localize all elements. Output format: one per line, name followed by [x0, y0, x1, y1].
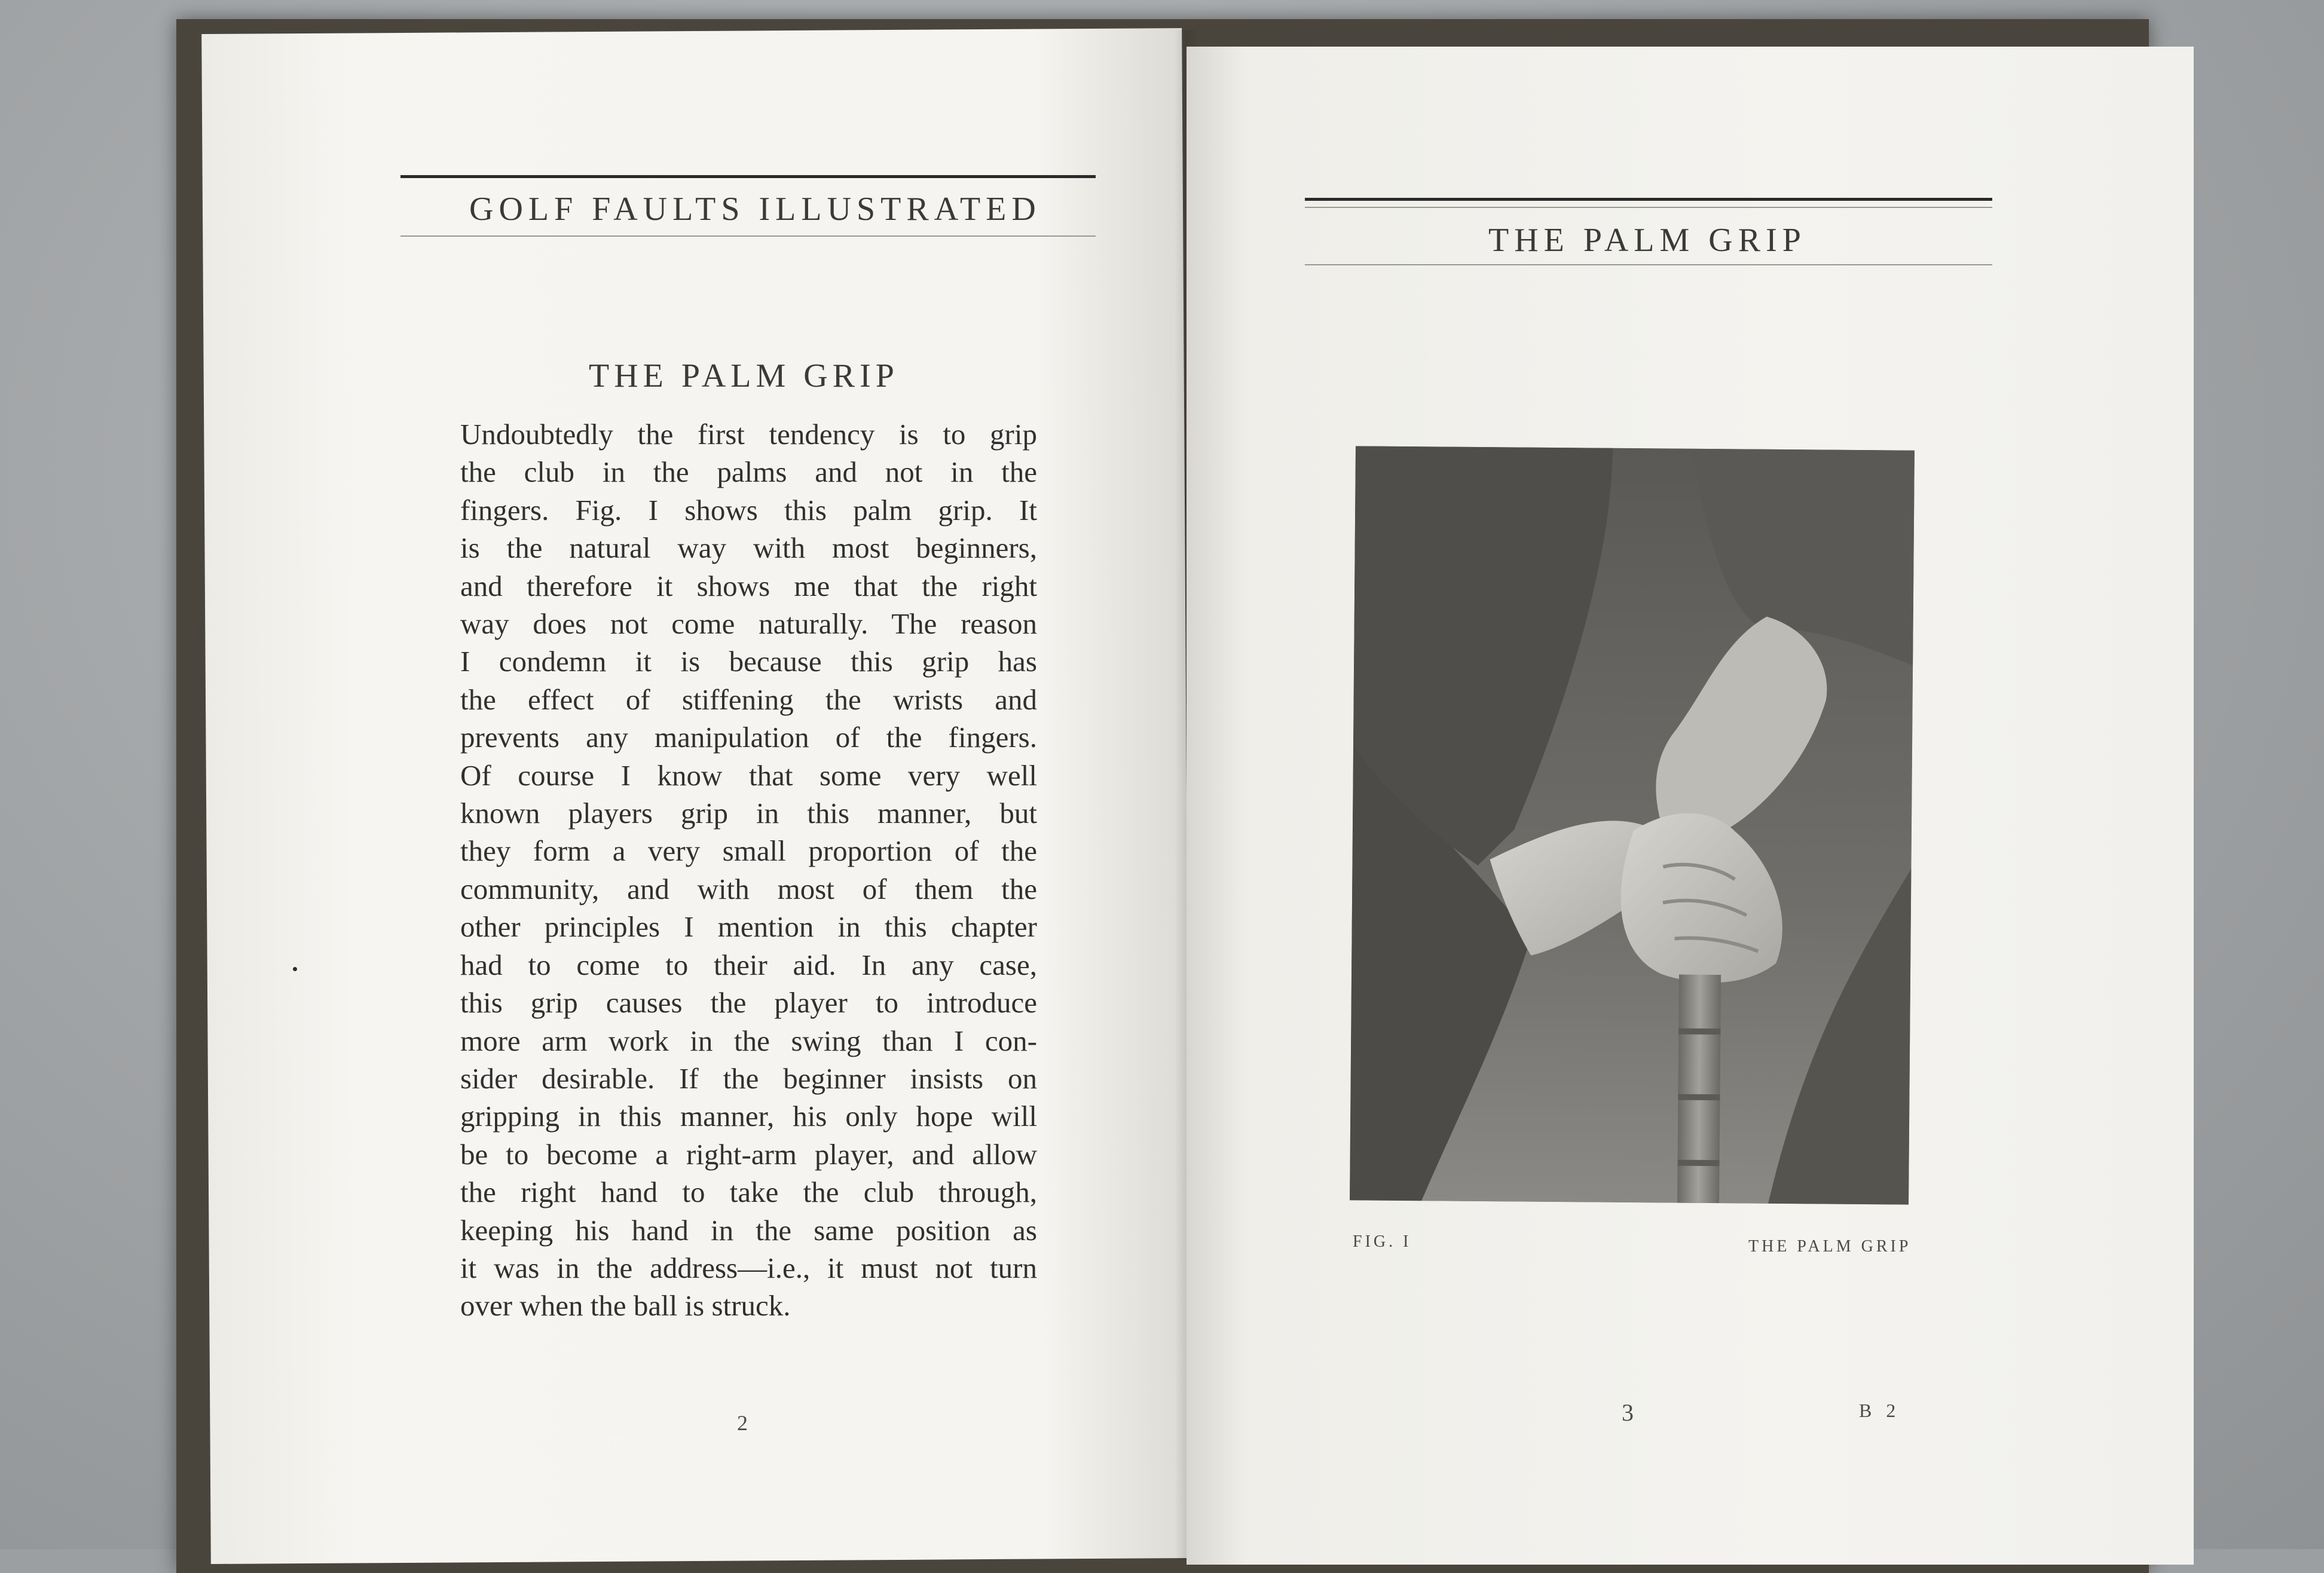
text-line: fingers. Fig. I shows this palm grip. It [460, 493, 1037, 527]
text-line: Undoubtedly the first tendency is to grip [460, 418, 1037, 451]
text-line: I condemn it is because this grip has [460, 645, 1037, 678]
text-line: the effect of stiffening the wrists and [460, 683, 1037, 716]
text-line: the right hand to take the club through, [460, 1176, 1037, 1209]
palm-grip-photograph [1350, 446, 1915, 1204]
left-header-rule-top [400, 175, 1096, 178]
right-page-number: 3 [1622, 1399, 1634, 1426]
right-header-rule-mid [1305, 207, 1992, 208]
text-line: prevents any manipulation of the fingers. [460, 721, 1037, 754]
text-line: the club in the palms and not in the [460, 455, 1037, 489]
right-header-rule-top [1305, 198, 1992, 201]
figure-caption: THE PALM GRIP [1748, 1237, 1912, 1256]
chapter-title: THE PALM GRIP [589, 357, 899, 394]
text-line: gripping in this manner, his only hope will [460, 1100, 1037, 1133]
left-page-number: 2 [737, 1411, 748, 1435]
text-line: be to become a right-arm player, and allow [460, 1137, 1037, 1171]
text-line: it was in the address—i.e., it must not turn [460, 1251, 1037, 1284]
text-line: more arm work in the swing than I con- [460, 1024, 1037, 1057]
text-line: had to come to their aid. In any case, [460, 948, 1037, 981]
paper-speck [293, 967, 297, 971]
text-line: way does not come naturally. The reason [460, 607, 1037, 641]
text-line: keeping his hand in the same position as [460, 1213, 1037, 1247]
signature-mark: B 2 [1859, 1400, 1901, 1421]
right-running-head: THE PALM GRIP [1488, 222, 1806, 259]
figure-label: FIG. I [1353, 1232, 1412, 1251]
text-line: they form a very small proportion of the [460, 834, 1037, 868]
text-line: sider desirable. If the beginner insists on [460, 1061, 1037, 1095]
text-line: this grip causes the player to introduce [460, 986, 1037, 1020]
text-line: is the natural way with most beginners, [460, 531, 1037, 565]
left-running-head: GOLF FAULTS ILLUSTRATED [469, 191, 1041, 228]
text-line: other principles I mention in this chapter [460, 910, 1037, 944]
text-line: known players grip in this manner, but [460, 797, 1037, 830]
right-header-rule-bottom [1305, 264, 1992, 265]
text-line: and therefore it shows me that the right [460, 569, 1037, 602]
text-line: over when the ball is struck. [460, 1289, 791, 1323]
left-header-rule-bottom [400, 235, 1096, 237]
text-line: community, and with most of them the [460, 872, 1037, 905]
text-line: Of course I know that some very well [460, 758, 1037, 792]
chapter-body-text [460, 415, 1037, 1325]
